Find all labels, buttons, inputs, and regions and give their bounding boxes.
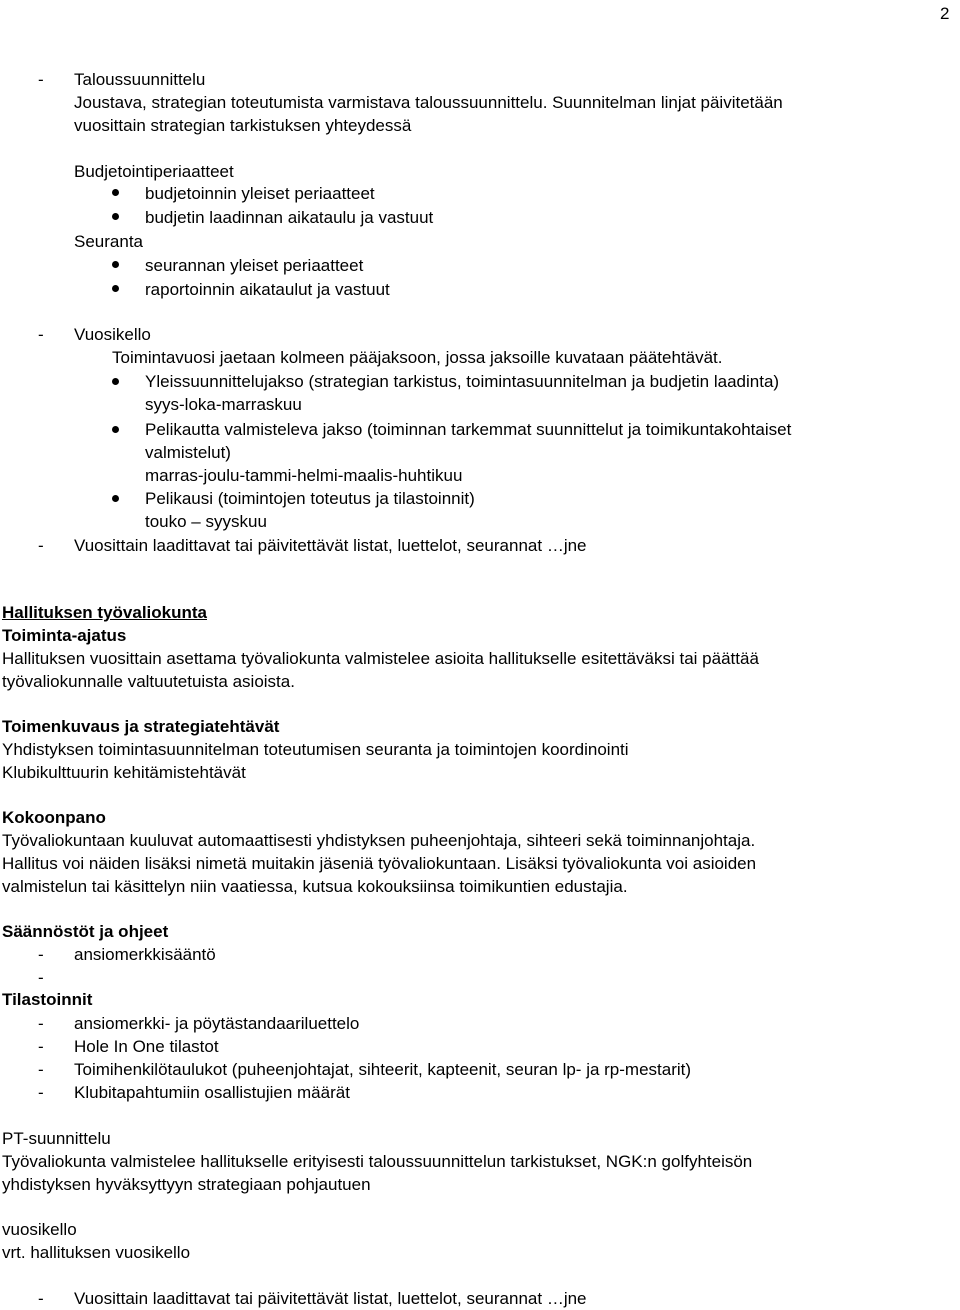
bullet-icon bbox=[112, 426, 119, 433]
stats-dash-1: - bbox=[38, 1014, 44, 1033]
stats-item-3: Toimihenkilötaulukot (puheenjohtajat, sihteerit, kapteenit, seuran lp- ja rp-mestarit) bbox=[74, 1060, 692, 1079]
period-2-months: marras-joulu-tammi-helmi-maalis-huhtikuu bbox=[145, 466, 463, 485]
stats-dash-4: - bbox=[38, 1083, 44, 1102]
lists-dash: - bbox=[38, 536, 44, 555]
budget-heading: Budjetointiperiaatteet bbox=[74, 162, 234, 181]
rules-heading: Säännöstöt ja ohjeet bbox=[2, 922, 169, 941]
period-1-text: Yleissuunnittelujakso (strategian tarkistus, toimintasuunnitelman ja budjetin laadinta) bbox=[145, 372, 780, 391]
composition-line-2: Hallitus voi näiden lisäksi nimetä muitakin jäseniä työvaliokuntaan. Lisäksi työvaliokunta voi asioiden bbox=[2, 854, 757, 873]
stats-dash-2: - bbox=[38, 1037, 44, 1056]
last-line: Vuosittain laadittavat tai päivitettävät listat, luettelot, seurannat …jne bbox=[74, 1289, 587, 1308]
follow-item-2: raportoinnin aikataulut ja vastuut bbox=[145, 280, 390, 299]
period-2-text: Pelikautta valmisteleva jakso (toiminnan tarkemmat suunnittelut ja toimikuntakohtaiset bbox=[145, 420, 792, 439]
period-3-text: Pelikausi (toimintojen toteutus ja tilastoinnit) bbox=[145, 489, 475, 508]
idea-line-2: työvaliokunnalle valtuutetuista asioista. bbox=[2, 672, 295, 691]
bullet-icon bbox=[112, 213, 119, 220]
stats-item-4: Klubitapahtumiin osallistujien määrät bbox=[74, 1083, 350, 1102]
talous-line-2: vuosittain strategian tarkistuksen yhteydessä bbox=[74, 116, 412, 135]
bullet-icon bbox=[112, 285, 119, 292]
stats-dash-3: - bbox=[38, 1060, 44, 1079]
tasks-line-2: Klubikulttuurin kehitämistehtävät bbox=[2, 763, 246, 782]
talous-dash: - bbox=[38, 70, 44, 89]
period-1-months: syys-loka-marraskuu bbox=[145, 395, 302, 414]
bullet-icon bbox=[112, 261, 119, 268]
idea-line-1: Hallituksen vuosittain asettama työvaliokunta valmistelee asioita hallitukselle esitettäväksi tai päättää bbox=[2, 649, 759, 668]
clock-heading: vuosikello bbox=[2, 1220, 77, 1239]
stats-item-1: ansiomerkki- ja pöytästandaariluettelo bbox=[74, 1014, 360, 1033]
pt-line-1: Työvaliokunta valmistelee hallitukselle erityisesti taloussuunnittelun tarkistukset, NGK:n golfyhteisön bbox=[2, 1152, 753, 1171]
tasks-heading: Toimenkuvaus ja strategiatehtävät bbox=[2, 717, 280, 736]
bullet-icon bbox=[112, 495, 119, 502]
period-2-text-cont: valmistelut) bbox=[145, 443, 231, 462]
stats-heading: Tilastoinnit bbox=[2, 990, 93, 1009]
tasks-line-1: Yhdistyksen toimintasuunnitelman toteutumisen seuranta ja toimintojen koordinointi bbox=[2, 740, 629, 759]
period-3-months: touko – syyskuu bbox=[145, 512, 267, 531]
last-dash: - bbox=[38, 1289, 44, 1308]
composition-line-1: Työvaliokuntaan kuuluvat automaattisesti yhdistyksen puheenjohtaja, sihteeri sekä toiminnanjohtaja. bbox=[2, 831, 756, 850]
rules-item-1: ansiomerkkisääntö bbox=[74, 945, 216, 964]
pt-heading: PT-suunnittelu bbox=[2, 1129, 111, 1148]
page-number: 2 bbox=[940, 4, 950, 23]
pt-line-2: yhdistyksen hyväksyttyyn strategiaan pohjautuen bbox=[2, 1175, 371, 1194]
vuosikello-title: Vuosikello bbox=[74, 325, 151, 344]
bullet-icon bbox=[112, 189, 119, 196]
talous-line-1: Joustava, strategian toteutumista varmistava taloussuunnittelu. Suunnitelman linjat päivitetään bbox=[74, 93, 783, 112]
bullet-icon bbox=[112, 378, 119, 385]
vuosikello-intro: Toimintavuosi jaetaan kolmeen pääjaksoon, jossa jaksoille kuvataan päätehtävät. bbox=[112, 348, 723, 367]
composition-heading: Kokoonpano bbox=[2, 808, 106, 827]
stats-item-2: Hole In One tilastot bbox=[74, 1037, 219, 1056]
rules-dash-1: - bbox=[38, 945, 44, 964]
talous-title: Taloussuunnittelu bbox=[74, 70, 206, 89]
clock-line: vrt. hallituksen vuosikello bbox=[2, 1243, 191, 1262]
follow-heading: Seuranta bbox=[74, 232, 143, 251]
budget-item-1: budjetoinnin yleiset periaatteet bbox=[145, 184, 375, 203]
composition-line-3: valmistelun tai käsittelyn niin vaatiessa, kutsua kokouksiinsa toimikuntien edustajia. bbox=[2, 877, 628, 896]
rules-dash-2: - bbox=[38, 968, 44, 987]
idea-heading: Toiminta-ajatus bbox=[2, 626, 127, 645]
lists-line: Vuosittain laadittavat tai päivitettävät listat, luettelot, seurannat …jne bbox=[74, 536, 587, 555]
section-title: Hallituksen työvaliokunta bbox=[2, 603, 207, 622]
follow-item-1: seurannan yleiset periaatteet bbox=[145, 256, 364, 275]
budget-item-2: budjetin laadinnan aikataulu ja vastuut bbox=[145, 208, 434, 227]
vuosikello-dash: - bbox=[38, 325, 44, 344]
